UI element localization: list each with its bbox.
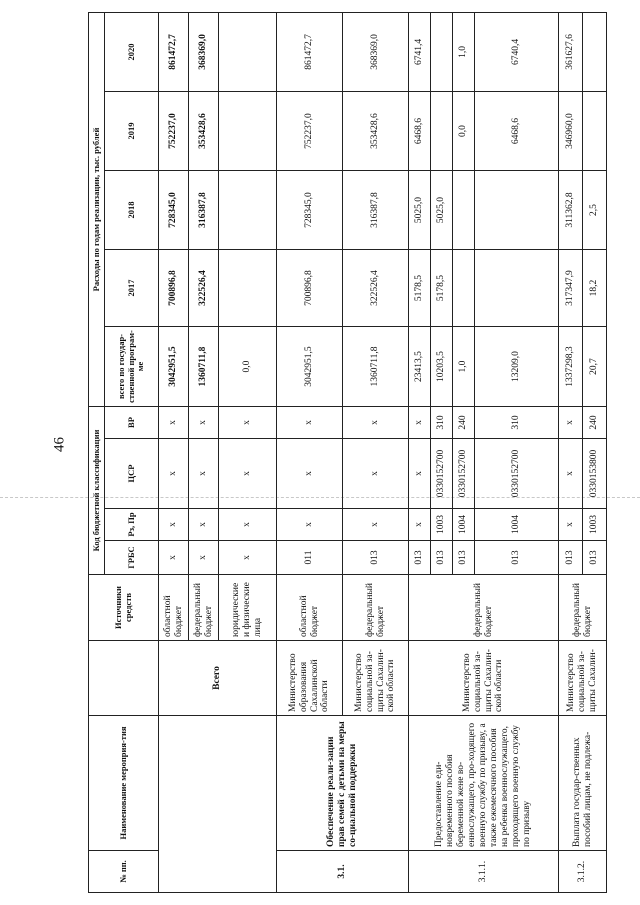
cell-2019	[583, 92, 607, 171]
cell-rzpr: х	[277, 509, 343, 541]
cell-csr: 0330152700	[475, 439, 559, 509]
cell-2017: 322526,4	[189, 250, 219, 327]
table-row	[159, 12, 189, 892]
cell-csr: х	[189, 439, 219, 509]
cell-2019: 6468,6	[409, 92, 431, 171]
cell-vr: х	[219, 407, 277, 439]
cell-grbs: 013	[431, 541, 453, 575]
cell-source: областной бюджет	[277, 575, 343, 641]
cell-csr: х	[559, 439, 583, 509]
cell-2018: 2,5	[583, 171, 607, 250]
cell-grbs: 013	[453, 541, 475, 575]
cell-grbs: 013	[409, 541, 431, 575]
cell-2020: 861472,7	[277, 12, 343, 91]
cell-2019: 752237,0	[159, 92, 189, 171]
cell-rzpr: 1003	[431, 509, 453, 541]
cell-grbs: 013	[583, 541, 607, 575]
cell-2020	[219, 12, 277, 91]
cell-vr: х	[559, 407, 583, 439]
cell-total: 13209,0	[475, 327, 559, 407]
header-budget-group: Код бюджетной классификации	[89, 407, 105, 575]
header-total: всего по государ-ственной програм-ме	[105, 327, 159, 407]
cell-grbs: 013	[343, 541, 409, 575]
header-num: № пп.	[89, 851, 159, 893]
header-vr: ВР	[105, 407, 159, 439]
cell-2018	[475, 171, 559, 250]
cell-total: 23413,5	[409, 327, 431, 407]
table-row	[409, 12, 431, 892]
header-source: Источники средств	[89, 575, 159, 641]
cell-2020: 361627,6	[559, 12, 583, 91]
cell-2019: 353428,6	[189, 92, 219, 171]
cell-vr: 240	[453, 407, 475, 439]
cell-2017	[219, 250, 277, 327]
cell-total: 1,0	[453, 327, 475, 407]
cell-2017	[453, 250, 475, 327]
cell-csr: х	[277, 439, 343, 509]
cell-2018: 316387,8	[343, 171, 409, 250]
cell-name: Обеспечение реали-зации прав семей с детьми на меры со-циальной поддержки	[277, 716, 409, 851]
cell-rzpr: х	[189, 509, 219, 541]
cell-source: федеральный бюджет	[409, 575, 559, 641]
cell-vr: х	[159, 407, 189, 439]
cell-vr: х	[277, 407, 343, 439]
cell-vr: х	[409, 407, 431, 439]
cell-name: Выплата государ-ственных пособий лицам, не подлежа-	[559, 716, 607, 851]
cell-vr: 240	[583, 407, 607, 439]
cell-num: 3.1.2.	[559, 851, 607, 893]
cell-2018: 316387,8	[189, 171, 219, 250]
cell-rzpr: х	[159, 509, 189, 541]
cell-source: юридические и физические лица	[219, 575, 277, 641]
cell-total: 10203,5	[431, 327, 453, 407]
cell-2017: 5178,5	[409, 250, 431, 327]
cell-rzpr: х	[219, 509, 277, 541]
cell-2018: 5025,0	[431, 171, 453, 250]
cell-rzpr: 1004	[475, 509, 559, 541]
cell-2020: 368369,0	[343, 12, 409, 91]
cell-executor: Министерство социальной за-щиты Сахалин-ской области	[343, 641, 409, 716]
cell-2017: 18,2	[583, 250, 607, 327]
header-executor	[89, 641, 159, 716]
cell-grbs: 011	[277, 541, 343, 575]
cell-2019: 6468,6	[475, 92, 559, 171]
cell-csr: 0330153800	[583, 439, 607, 509]
cell-csr: х	[219, 439, 277, 509]
header-year: 2020	[105, 12, 159, 91]
cell-2020: 6740,4	[475, 12, 559, 91]
cell-2018	[453, 171, 475, 250]
header-grbs: ГРБС	[105, 541, 159, 575]
cell-csr: х	[343, 439, 409, 509]
cell-vr: 310	[431, 407, 453, 439]
header-costs-group: Расходы по годам реализации, тыс. рублей	[89, 12, 105, 406]
cell-executor: Министерство социальной за-щиты Сахалин-	[559, 641, 607, 716]
cell-2017: 5178,5	[431, 250, 453, 327]
cell-total: 0,0	[219, 327, 277, 407]
cell-2020	[583, 12, 607, 91]
cell-rzpr: х	[559, 509, 583, 541]
cell-2019	[219, 92, 277, 171]
cell-rzpr: х	[409, 509, 431, 541]
cell-2019	[431, 92, 453, 171]
cell-2020: 368369,0	[189, 12, 219, 91]
cell-grbs: 013	[475, 541, 559, 575]
cell-executor: Министерство образования Сахалинской области	[277, 641, 343, 716]
cell-2019: 346960,0	[559, 92, 583, 171]
table-row	[277, 12, 343, 892]
cell-2020: 6741,4	[409, 12, 431, 91]
cell-csr: 0330152700	[453, 439, 475, 509]
cell-vr: х	[343, 407, 409, 439]
cell-vr: 310	[475, 407, 559, 439]
cell-csr: х	[159, 439, 189, 509]
cell-grbs: х	[189, 541, 219, 575]
cell-2019: 752237,0	[277, 92, 343, 171]
cell-source: областной бюджет	[159, 575, 189, 641]
cell-2017: 317347,9	[559, 250, 583, 327]
cell-rzpr: 1004	[453, 509, 475, 541]
cell-executor: Министерство социальной за-щиты Сахалин-ской области	[409, 641, 559, 716]
cell-2020	[431, 12, 453, 91]
rotated-table-wrapper	[88, 13, 638, 893]
cell-total: 1337298,3	[559, 327, 583, 407]
cell-source: федеральный бюджет	[189, 575, 219, 641]
cell-grbs: х	[219, 541, 277, 575]
header-year: 2017	[105, 250, 159, 327]
cell-2018: 728345,0	[277, 171, 343, 250]
cell-2020: 861472,7	[159, 12, 189, 91]
cell-total: 20,7	[583, 327, 607, 407]
cell-2017: 700896,8	[277, 250, 343, 327]
header-year: 2018	[105, 171, 159, 250]
cell-2017	[475, 250, 559, 327]
cell-total: 1360711,8	[343, 327, 409, 407]
header-rzpr: Рз, Пр	[105, 509, 159, 541]
cell-grbs: х	[159, 541, 189, 575]
cell-total-label: Всего	[159, 641, 277, 716]
cell-name: Предоставление еди-новременного пособия беременной жене во-еннослужащего, про-ходящего военную службу по призыву, а также ежемесячного пособия на ребенка военнослужащего, проходящего военную службу по призыву	[409, 716, 559, 851]
header-year: 2019	[105, 92, 159, 171]
cell-csr: х	[409, 439, 431, 509]
cell-2018: 728345,0	[159, 171, 189, 250]
cell-total: 3042951,5	[277, 327, 343, 407]
cell-2020: 1,0	[453, 12, 475, 91]
page-number: 46	[51, 437, 68, 452]
budget-table	[88, 12, 607, 893]
cell-num: 3.1.1.	[409, 851, 559, 893]
cell-2018	[219, 171, 277, 250]
cell-num: 3.1.	[277, 851, 409, 893]
cell-2018: 311362,8	[559, 171, 583, 250]
cell-2017: 322526,4	[343, 250, 409, 327]
cell-total: 3042951,5	[159, 327, 189, 407]
header-name: Наименование мероприя-тия	[89, 716, 159, 851]
cell-vr: х	[189, 407, 219, 439]
cell-rzpr: х	[343, 509, 409, 541]
cell-blank	[159, 716, 277, 893]
cell-2019: 0,0	[453, 92, 475, 171]
cell-grbs: 013	[559, 541, 583, 575]
cell-2019: 353428,6	[343, 92, 409, 171]
cell-rzpr: 1003	[583, 509, 607, 541]
table-row	[559, 12, 583, 892]
cell-total: 1360711,8	[189, 327, 219, 407]
cell-csr: 0330152700	[431, 439, 453, 509]
cell-2017: 700896,8	[159, 250, 189, 327]
cell-source: федеральный бюджет	[559, 575, 607, 641]
header-csr: ЦСР	[105, 439, 159, 509]
cell-2018: 5025,0	[409, 171, 431, 250]
cell-source: федеральный бюджет	[343, 575, 409, 641]
